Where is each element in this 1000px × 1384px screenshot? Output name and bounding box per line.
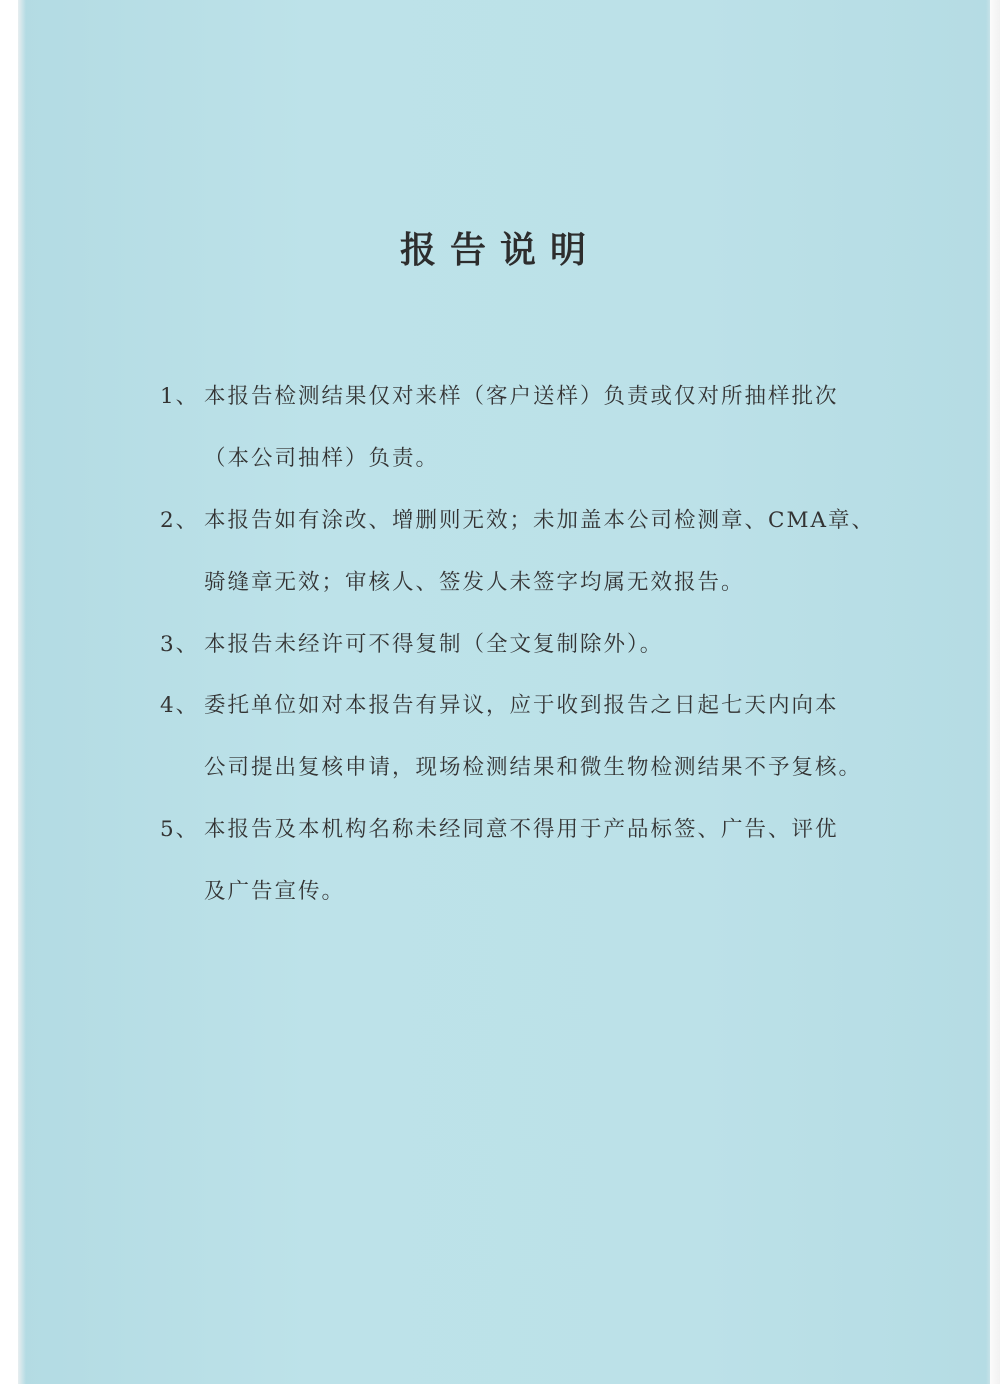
notice-item-2 [160,490,880,614]
item-text-line: 本报告检测结果仅对来样（客户送样）负责或仅对所抽样批次 [204,384,839,409]
item-text-line: 本报告如有涂改、增删则无效；未加盖本公司检测章、CMA章、 [204,508,875,533]
item-number: 1、 [160,384,200,409]
notice-item-4 [160,675,880,799]
page-title: 报告说明 [399,230,600,271]
item-text-line: 公司提出复核申请，现场检测结果和微生物检测结果不予复核。 [204,755,863,780]
scan-right-margin [986,0,1000,1384]
item-text-line: 及广告宣传。 [204,879,346,904]
item-number: 2、 [160,508,200,533]
item-number: 5、 [160,817,200,842]
item-text-line: （本公司抽样）负责。 [204,446,440,471]
notice-item-5 [160,799,880,923]
notice-item-3 [160,614,880,676]
item-text-line: 本报告未经许可不得复制（全文复制除外）。 [204,632,664,657]
item-text-line: 骑缝章无效；审核人、签发人未签字均属无效报告。 [204,570,745,595]
notice-item-1 [160,366,880,490]
item-number: 3、 [160,632,200,657]
item-text-line: 委托单位如对本报告有异议，应于收到报告之日起七天内向本 [204,693,839,718]
paper-left-edge [18,0,26,1384]
item-number: 4、 [160,693,200,718]
item-text-line: 本报告及本机构名称未经同意不得用于产品标签、广告、评优 [204,817,839,842]
